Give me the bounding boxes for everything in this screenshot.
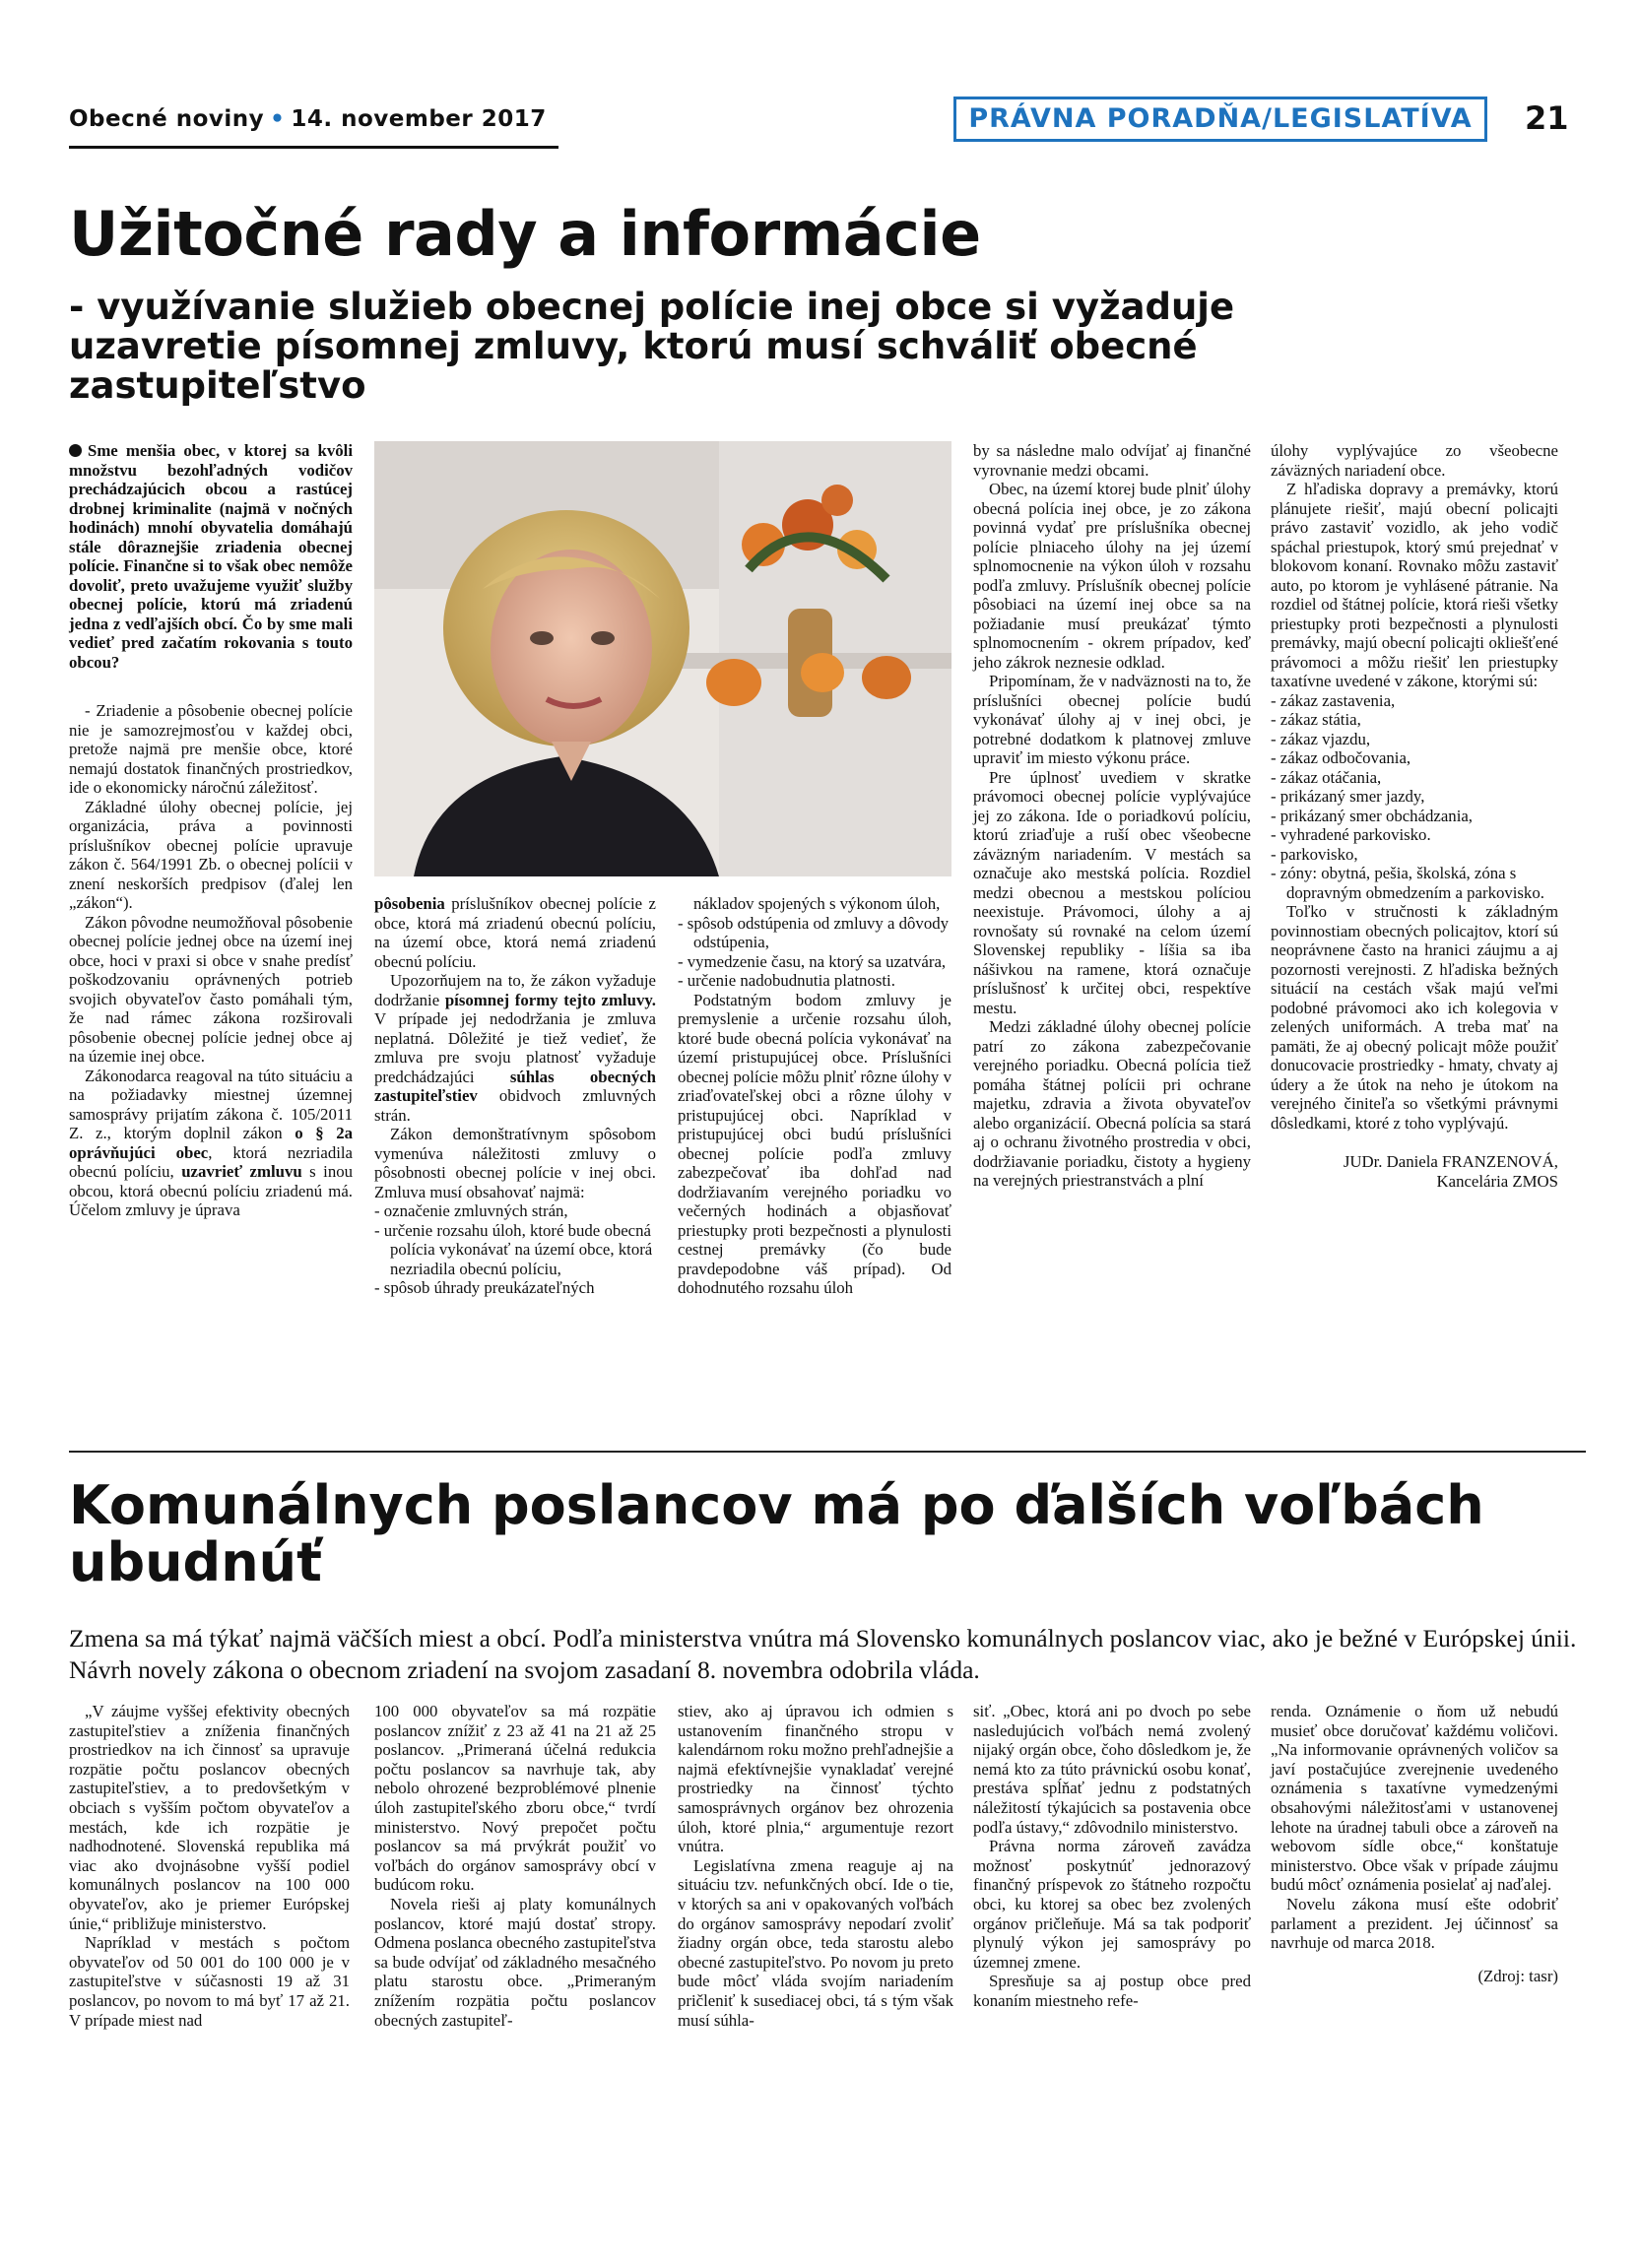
paragraph: Napríklad v mestách s počtom obyvateľov od 50 001 do 100 000 je v zastupiteľstve v súčasnosti 19 až 31 poslancov, po novom to má byť 17 až 21. V prípade miest nad	[69, 1933, 350, 2030]
paragraph: Obec, na území ktorej bude plniť úlohy obecná polícia inej obce, je zo zákona povinná vydať pre príslušníka obecnej polície plniaceho úlohy na jej území splnomocnenie na výkon úloh v rozsahu podľa zmluvy. Príslušník obecnej polície pôsobiaci na území inej obce sa na požiadanie musí preukázať týmto splnomocnením - okrem prípadov, keď jeho zákrok neznesie odklad.	[973, 480, 1251, 672]
newspaper-name: Obecné noviny	[69, 106, 265, 132]
paragraph: Upozorňujem na to, že zákon vyžaduje dodržanie písomnej formy tejto zmluvy. V prípade jej nedodržania je zmluva neplatná. Dôležité je tiež vedieť, že zmluva pre svoju platnosť vyžaduje predchádzajúci súhlas obecných zastupiteľstiev obidvoch zmluvných strán.	[374, 971, 656, 1125]
paragraph: by sa následne malo odvíjať aj finančné vyrovnanie medzi obcami.	[973, 441, 1251, 480]
paragraph: úlohy vyplývajúce zo všeobecne záväzných nariadení obce.	[1271, 441, 1558, 480]
article-column-4	[973, 441, 1251, 1191]
paragraph: renda. Oznámenie o ňom už nebudú musieť obce doručovať každému voličovi. „Na informovanie oprávnených voličov sa javí postačujúce zverejnenie uvedeného oznámenia s taxatívne vymedzenými obsahovými náležitosťami v ustanovenej lehote na úradnej tabuli obce a zároveň na webovom sídle obce,“ konštatuje ministerstvo. Obce však v prípade záujmu budú môcť oznámenia posielať aj naďalej.	[1271, 1702, 1558, 1895]
list-item: - vymedzenie času, na ktorý sa uzatvára,	[678, 951, 947, 971]
article-2-column-2	[374, 1702, 656, 2030]
article-column-5	[1271, 441, 1558, 1191]
contract-requirements-list-cont	[678, 894, 951, 991]
offences-list	[1271, 691, 1558, 903]
paragraph: Pre úplnosť uvediem v skratke právomoci obecnej polície vyplývajúce jej zo zákona. Ide o poriadkovú políciu, ktorú zriaďuje a ruší obec všeobecne záväzným nariadením. V mestách sa označuje ako mestská polícia. Rozdiel medzi obecnou a mestskou políciou neexistuje. Právomoci, úlohy a aj rovnošaty sú rovnaké na celom území Slovenskej republiky - líšia sa iba nášivkou na ramene, ktorá označuje príslušnosť k určitej obci, respektíve mestu.	[973, 767, 1251, 1017]
list-item: - parkovisko,	[1271, 844, 1358, 864]
paragraph: Právna norma zároveň zavádza možnosť poskytnúť jednorazový finančný príspevok zo štátneho rozpočtu obci, ku ktorej sa obec bez zvolených orgánov pričleňuje. Má sa tak podporiť plynulý výkon jej samosprávy po územnej zmene.	[973, 1837, 1251, 1972]
page-header	[69, 106, 547, 132]
paragraph: Zákonodarca reagoval na túto situáciu a na požiadavky miestnej územnej samosprávy prijatím zákona č. 105/2011 Z. z., ktorým doplnil zákon o § 2a oprávňujúci obec, ktorá nezriadila obecnú políciu, uzavrieť zmluvu s inou obcou, ktorá obecnú políciu zriadenú má. Účelom zmluvy je úprava	[69, 1066, 354, 1219]
list-item: - zákaz zastavenia,	[1271, 690, 1396, 710]
article-2-column-4	[973, 1702, 1251, 2011]
article-2-column-5	[1271, 1702, 1558, 1985]
list-item: - zóny: obytná, pešia, školská, zóna s dopravným obmedzením a parkovisko.	[1271, 864, 1544, 902]
bullet-icon	[69, 444, 82, 457]
author-name: JUDr. Daniela FRANZENOVÁ,	[1343, 1152, 1558, 1171]
paragraph: pôsobenia príslušníkov obecnej polície z obce, ktorá má zriadenú obecnú políciu, na území obce, ktorá nemá zriadenú obecnú políciu.	[374, 894, 656, 971]
paragraph: Základné úlohy obecnej polície, jej organizácia, práva a povinnosti príslušníkov obecnej polície upravuje zákon č. 564/1991 Zb. o obecnej polícii v znení neskorších predpisov (ďalej len „zákon“).	[69, 797, 353, 912]
paragraph: Toľko v stručnosti k základným povinnostiam obecných policajtov, ktorí sú neoprávnene často na hranici záujmu a aj pozornosti verejnosti. Z hľadiska bežných situácií na cestách však majú veľmi podobné právomoci ako ich kolegovia v zelených uniformách. A treba mať na pamäti, že aj obecný policajt môže použiť donucovacie prostriedky - hmaty, chvaty aj údery a že útok na neho je útokom na verejného činiteľa so všetkými právnymi dôsledkami, ktoré z toho vyplývajú.	[1271, 902, 1558, 1133]
paragraph: Novela rieši aj platy komunálnych poslancov, ktoré majú dostať stropy. Odmena poslanca obecného zastupiteľstva sa bude odvíjať od základného mesačného platu starostu obce. „Primeraným znížením rozpätia počtu poslancov obecných zastupiteľ-	[374, 1894, 656, 2030]
list-item: - určenie nadobudnutia platnosti.	[678, 971, 895, 990]
paragraph: siť. „Obec, ktorá ani po dvoch po sebe nasledujúcich voľbách nemá zvolený nijaký orgán obce, čoho dôsledkom je, že nemá kto za túto právnickú osobu konať, prestáva spĺňať jednu z podstatných náležitostí týkajúcich sa postavenia obce podľa ústavy,“ zdôvodnilo ministerstvo.	[973, 1702, 1251, 1837]
list-item: - zákaz otáčania,	[1271, 767, 1382, 787]
list-item: - označenie zmluvných strán,	[374, 1201, 568, 1220]
author-affiliation: Kancelária ZMOS	[1436, 1171, 1558, 1191]
paragraph: Zákon pôvodne neumožňoval pôsobenie obecnej polície jednej obce na území inej obce, hoci v praxi si obce v snahe predísť poškodzovaniu oprávnených potrieb svojich obyvateľov často pomáhali tým, že nad rámec zákona rozširovali pôsobenie obecnej polície jednej obce aj na územie inej obce.	[69, 912, 353, 1066]
paragraph: „V záujme vyššej efektivity obecných zastupiteľstiev a zníženia finančných prostriedkov na ich činnosť sa upravuje rozpätie počtu poslancov obecných zastupiteľstiev, a to predovšetkým v obciach s vyšším počtom obyvateľov a mestách, kde ich rozpätie je nadhodnotené. Slovenská republika má viac ako dvojnásobne vyšší podiel komunálnych poslancov na 100 000 obyvateľov, ako je priemer Európskej únie,“ približuje ministerstvo.	[69, 1702, 350, 1933]
list-item: - prikázaný smer jazdy,	[1271, 787, 1425, 806]
header-separator: •	[270, 106, 286, 132]
article-column-1	[69, 441, 353, 1220]
list-item: - spôsob odstúpenia od zmluvy a dôvody odstúpenia,	[678, 913, 949, 951]
paragraph: - Zriadenie a pôsobenie obecnej polície nie je samozrejmosťou v každej obci, pretože najmä pre menšie obce, ktoré nemajú dostatok finančných prostriedkov, ide o ekonomicky náročnú záležitosť.	[69, 701, 353, 797]
list-item: - prikázaný smer obchádzania,	[1271, 806, 1474, 825]
list-item: - zákaz odbočovania,	[1271, 748, 1411, 767]
article-column-3	[678, 894, 951, 1298]
paragraph: Legislatívna zmena reaguje aj na situáciu tzv. nefunkčných obcí. Ide o tie, v ktorých sa ani v opakovaných voľbách do orgánov samosprávy nepodarí zvoliť žiadny orgán obce, teda starostu alebo obecné zastupiteľstvo. Po novom ju preto bude môcť vláda svojím nariadením pričleniť k susediacej obci, tá s tým však musí súhla-	[678, 1855, 953, 2030]
paragraph: Podstatným bodom zmluvy je premyslenie a určenie rozsahu úloh, ktoré bude obecná polícia vykonávať na území pristupujúcej obce. Príslušníci obecnej polície môžu plniť rôzne úlohy v zriaďovateľskej obci a rôzne úlohy v pristupujúcej obci. Napríklad v pristupujúcej obci budú príslušníci obecnej polície podľa zmluvy zabezpečovať iba dohľad nad dodržiavaním verejného poriadku vo večerných hodinách a objasňovať priestupky proti bezpečnosti a plynulosti cestnej premávky (čo bude pravdepodobne váš prípad). Od dohodnutého rozsahu úloh	[678, 990, 951, 1297]
article-subtitle: - využívanie služieb obecnej polície inej obce si vyžaduje uzavretie písomnej zmluvy, ktorú musí schváliť obecné zastupiteľstvo	[69, 286, 1235, 407]
section-label: PRÁVNA PORADŇA/LEGISLATÍVA	[953, 97, 1487, 142]
article-2-column-3	[678, 1702, 953, 2030]
paragraph: stiev, ako aj úpravou ich odmien s ustanovením finančného stropu v kalendárnom roku možno prehľadnejšie a najmä efektívnejšie vynakladať verejné prostriedky na činnosť týchto samosprávnych orgánov bez ohrozenia úloh, ktoré plnia,“ argumentuje rezort vnútra.	[678, 1702, 953, 1856]
list-item: - spôsob úhrady preukázateľných	[374, 1278, 595, 1297]
list-item: - určenie rozsahu úloh, ktoré bude obecná polícia vykonávať na území obce, ktorá nezriadila obecnú políciu,	[374, 1220, 653, 1278]
page-number: 21	[1525, 99, 1569, 137]
article-2-deck: Zmena sa má týkať najmä väčších miest a obcí. Podľa ministerstva vnútra má Slovensko komunálnych poslancov viac, ako je bežné v Európskej únii. Návrh novely zákona o obecnom zriadení na svojom zasadaní 8. novembra odobrila vláda.	[69, 1624, 1577, 1684]
section-divider	[69, 1451, 1586, 1453]
header-rule-left	[69, 146, 558, 149]
list-item: nákladov spojených s výkonom úloh,	[693, 894, 941, 913]
paragraph: Novelu zákona musí ešte odobriť parlament a prezident. Jej účinnosť sa navrhuje od marca 2018.	[1271, 1894, 1558, 1953]
reader-question: Sme menšia obec, v ktorej sa kvôli množstvu bezohľadných vodičov prechádzajúcich obcou a rastúcej drobnej kriminalite (najmä v nočných hodinách) mnohí obyvatelia domáhajú stále dôraznejšie zriadenia obecnej polície. Finančne si to však obec nemôže dovoliť, preto uvažujeme využiť služby obecnej polície, ktorú má zriadenú jedna z vedľajších obcí. Čo by sme mali vedieť pred začatím rokovania s touto obcou?	[69, 441, 353, 672]
article-2-column-1	[69, 1702, 350, 2030]
paragraph: Spresňuje sa aj postup obce pred konaním miestneho refe-	[973, 1972, 1251, 2010]
article-title: Užitočné rady a informácie	[69, 198, 981, 270]
issue-date: 14. november 2017	[291, 106, 547, 132]
paragraph: 100 000 obyvateľov sa má rozpätie poslancov znížiť z 23 až 41 na 21 až 25 poslancov. „Primeraná účelná redukcia počtu poslancov sa navrhuje tak, aby nebolo ohrozené bezproblémové plnenie úloh zastupiteľského zboru obce,“ tvrdí ministerstvo. Nový prepočet počtu poslancov sa má prvýkrát použiť vo voľbách do orgánov samosprávy obcí v budúcom roku.	[374, 1702, 656, 1895]
article-2-title: Komunálnych poslancov má po ďalších voľbách ubudnúť	[69, 1474, 1484, 1593]
article-column-2	[374, 894, 656, 1298]
author-photo	[374, 441, 951, 876]
paragraph: Z hľadiska dopravy a premávky, ktorú plánujete riešiť, majú obecní policajti právo zastaviť vozidlo, ak jeho vodič spáchal priestupok, ktorý smú prejednať v blokovom konaní. Rovnako môžu zastaviť auto, po ktorom je vyhlásené pátranie. Na rozdiel od štátnej polície, ktorá rieši všetky priestupky proti bezpečnosti a plynulosti premávky, majú obecní policajti okliešťené právomoci a môžu riešiť len priestupky taxatívne uvedené v zákone, ktorými sú:	[1271, 480, 1558, 690]
contract-requirements-list	[374, 1201, 656, 1298]
paragraph: Medzi základné úlohy obecnej polície patrí zo zákona zabezpečovanie verejného poriadku. Obecná polícia tiež pomáha štátnej polícii pri ochrane majetku, zdravia a života obyvateľov alebo organizácií. Obecná polícia sa stará aj o ochranu životného prostredia v obci, dodržiavanie poriadku, čistoty a hygieny na verejných priestranstvách a plní	[973, 1017, 1251, 1190]
list-item: - zákaz státia,	[1271, 710, 1361, 729]
paragraph: Pripomínam, že v nadväznosti na to, že príslušníci obecnej polície budú vykonávať úlohy aj v inej obci, je potrebné dodatkom k platnovej zmluve upraviť im miesto výkonu práce.	[973, 672, 1251, 767]
list-item: - vyhradené parkovisko.	[1271, 825, 1431, 844]
source-credit: (Zdroj: tasr)	[1477, 1966, 1558, 1985]
list-item: - zákaz vjazdu,	[1271, 729, 1371, 748]
paragraph: Zákon demonštratívnym spôsobom vymenúva náležitosti zmluvy o pôsobnosti obecnej polície v inej obci. Zmluva musí obsahovať najmä:	[374, 1125, 656, 1201]
